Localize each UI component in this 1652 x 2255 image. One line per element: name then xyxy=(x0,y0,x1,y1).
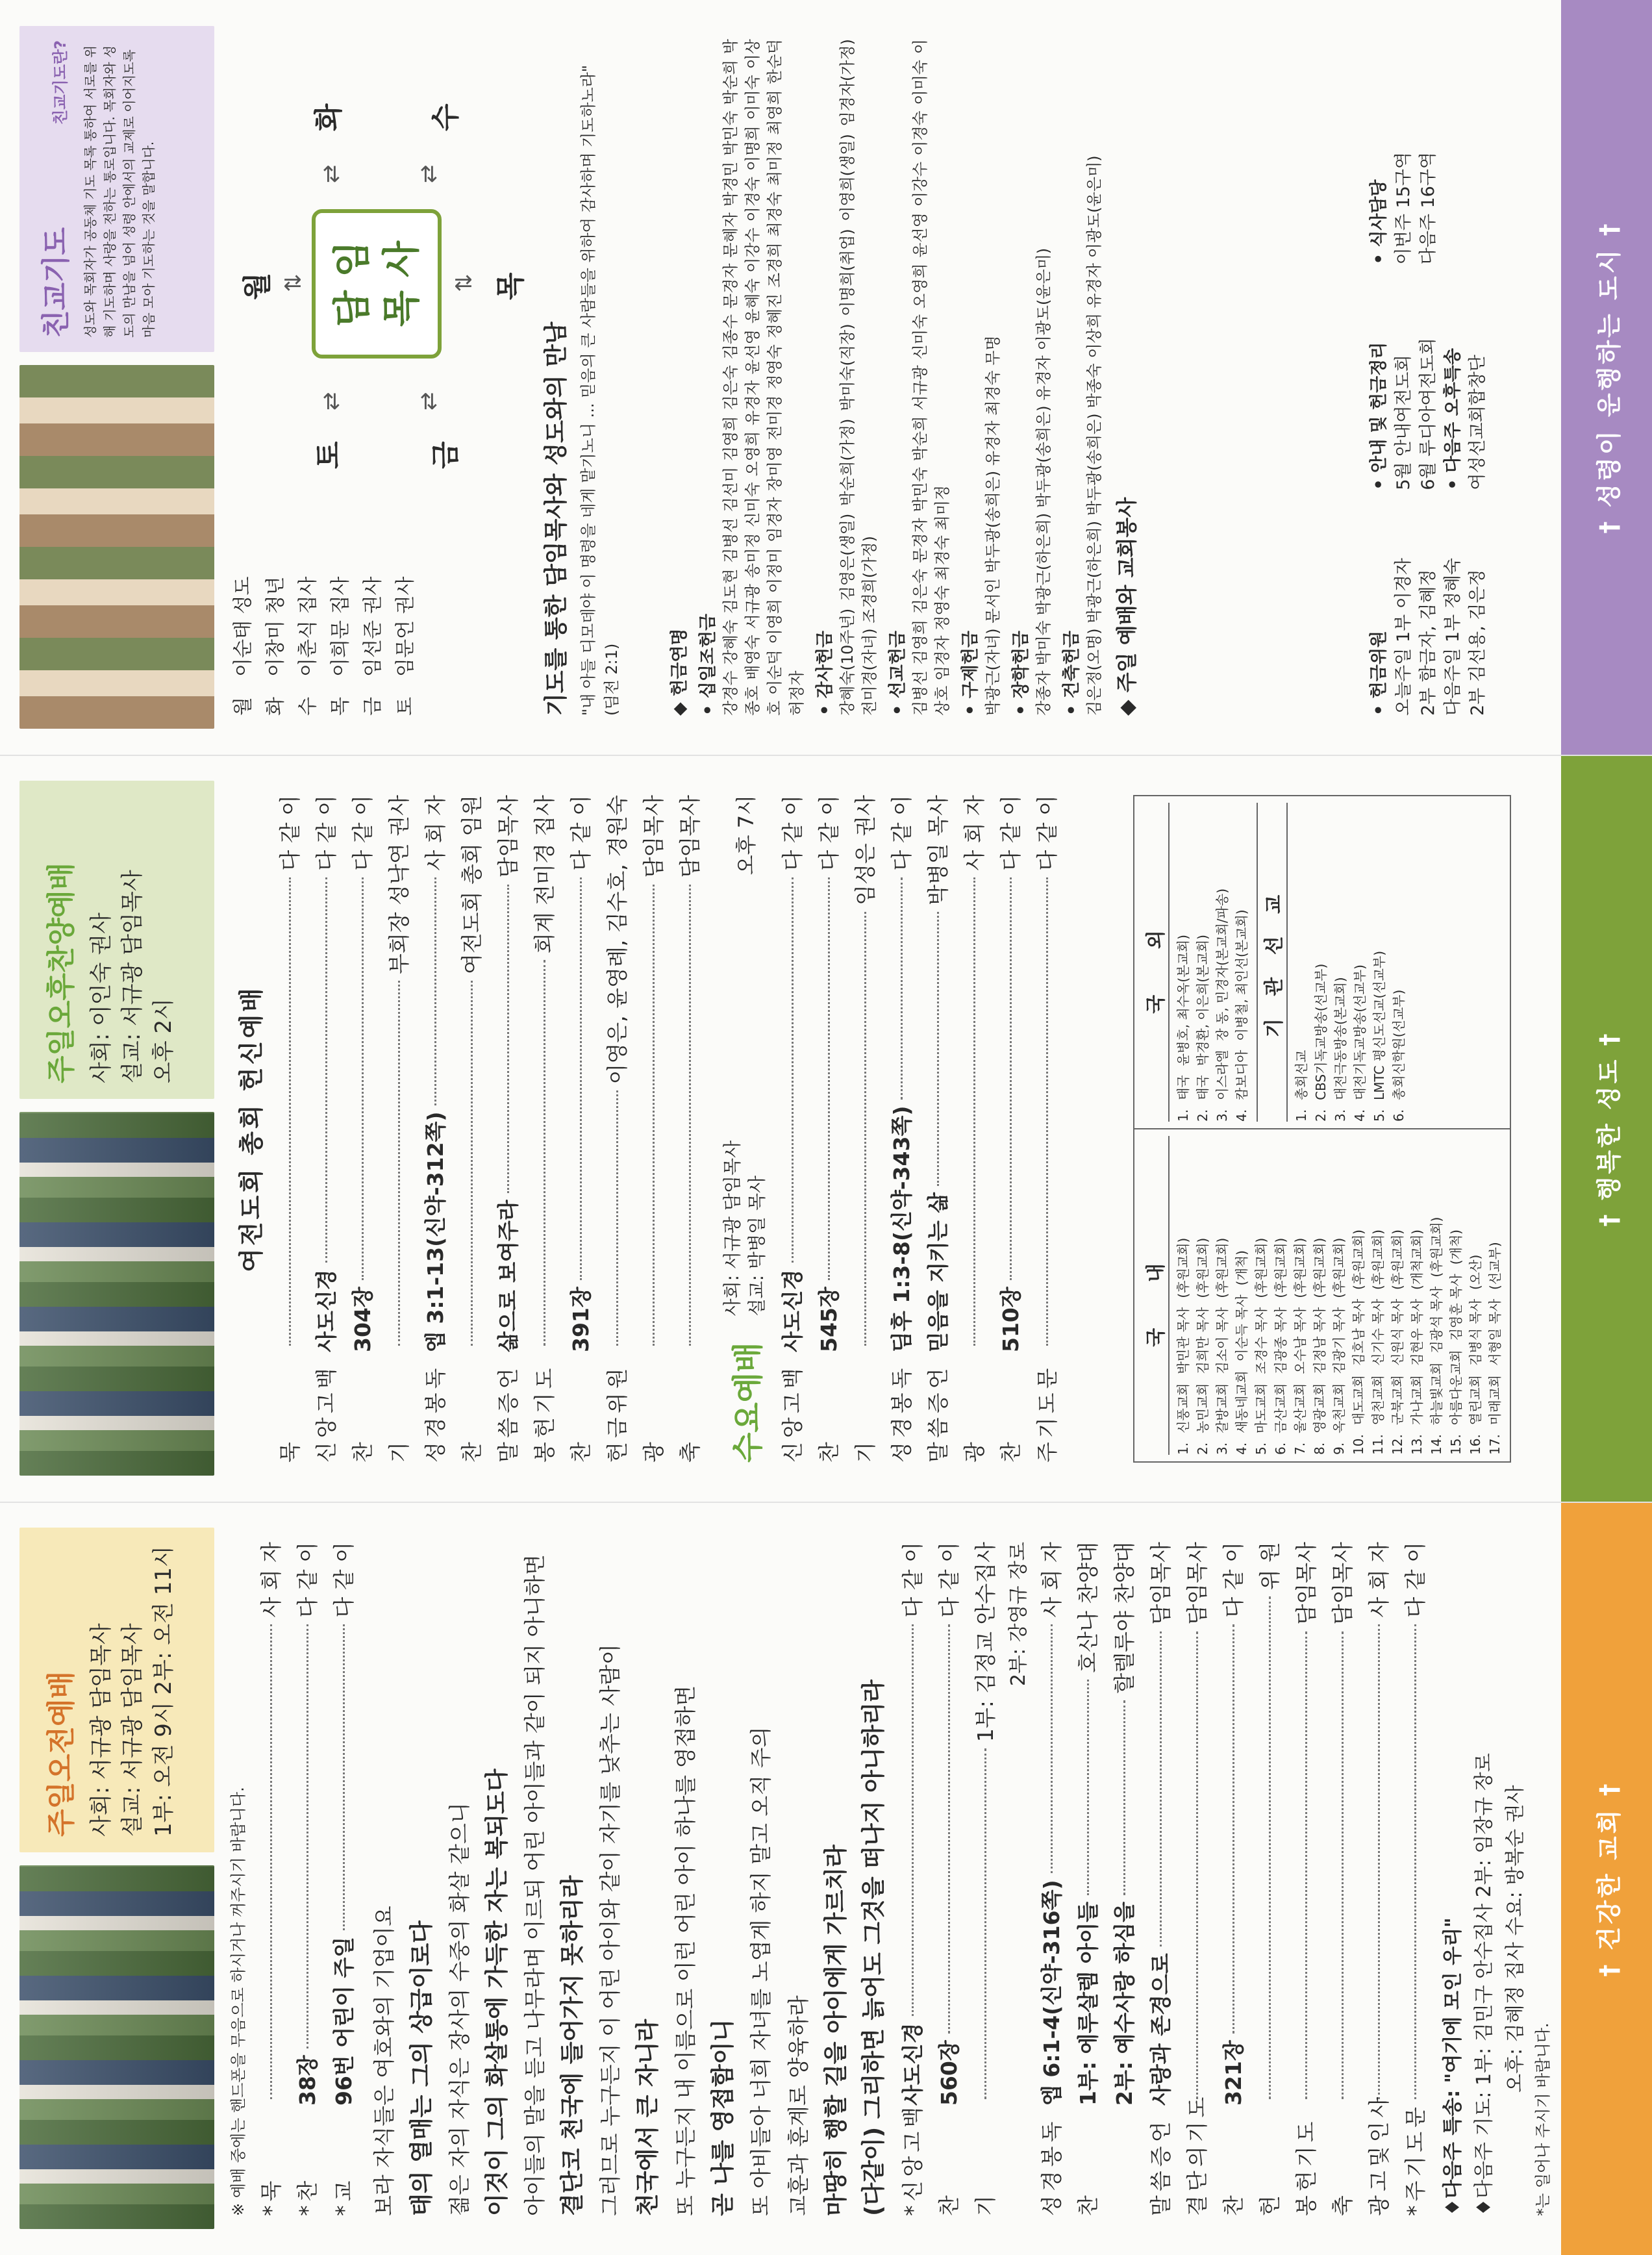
mission-row: 9. 옥천교회 김광기 목사 (후원교회) xyxy=(1331,1237,1347,1455)
double-arrow-icon: ⇄ xyxy=(416,164,442,183)
mission-row: 15. 아름다운교회 김영훈 목사 (개척) xyxy=(1448,1229,1464,1455)
order-row: 찬 545장 다 같 이 xyxy=(816,795,842,1463)
morning-host: 사회: 서규광 담임목사 xyxy=(88,1623,114,1837)
afternoon-order xyxy=(231,795,1066,1463)
fellowship-header xyxy=(19,26,214,352)
mission-row: 6. 금산교회 김광종 목사 (후원교회) xyxy=(1273,1237,1288,1455)
order-row: *신앙고백 사도신경 다 같 이 xyxy=(900,1542,925,2216)
order-row: 광고및인사 사 회 자 xyxy=(1366,1542,1392,2216)
mission-row: 12. 군북교회 신원식 목사 (후원교회) xyxy=(1390,1229,1405,1455)
next-special-song: ♦다음주 특송: "여기에 모인 우리" xyxy=(1442,1917,1464,2216)
special-service-title: 여전도회 총회 헌신예배 xyxy=(237,985,266,1272)
mission-row: 3. 갈방교회 김소이 목사 (후원교회) xyxy=(1214,1237,1230,1455)
order-row: 성경봉독 엡 3:1-13(신약-312쪽) 사 회 자 xyxy=(423,795,448,1463)
congregation-photo xyxy=(19,1112,214,1476)
mission-row: 2. CBS기독교방송(선교부) xyxy=(1313,963,1329,1122)
wednesday-host: 사회: 서규광 담임목사 xyxy=(721,1140,743,1316)
service-duty xyxy=(1367,39,1490,716)
order-row: 찬 560장 다 같 이 xyxy=(936,1542,962,2216)
mission-row: 2. 농민교회 김희만 목사 (후원교회) xyxy=(1195,1237,1210,1455)
order-row: 봉헌기도 담임목사 xyxy=(1294,1542,1319,2216)
next-prayer: ♦다음주 기도: 1부: 김민구 안수집사 2부: 임장규 장로 xyxy=(1473,1753,1496,2216)
order-row: 묵 다 같 이 xyxy=(277,795,303,1463)
prayer-list-item: 금 임선준 권사 xyxy=(362,576,384,716)
order-row: 성경봉독 엡 6:1-4(신약-316쪽) 사 회 자 xyxy=(1039,1542,1064,2216)
prayer-list-item: 수 이춘식 집사 xyxy=(297,576,319,716)
order-row: 축 담임목사 xyxy=(677,795,703,1463)
order-row: 헌금위원 이영은, 윤영례, 김수호, 경원숙 xyxy=(605,795,630,1463)
mission-row: 8. 영광교회 김정남 목사 (후원교회) xyxy=(1312,1237,1327,1455)
mission-row: 1. 태국 윤병호, 최수옥(본교회) xyxy=(1175,935,1191,1122)
mission-row: 11. 영천교회 신기수 목사 (후원교회) xyxy=(1370,1229,1386,1455)
wednesday-preacher: 설교: 박병일 목사 xyxy=(746,1175,768,1316)
phone-notice: ※ 예배 중에는 핸드폰을 무음으로 하시거나 꺼주시기 바랍니다. xyxy=(229,1787,247,2216)
morning-title: 주일오전예배 xyxy=(45,1670,78,1837)
duty-guide: • 안내 및 헌금정리 5월 안내여전도회 6월 루디아여전도회 • 다음주 오후특송 여성선교회합창단 xyxy=(1369,338,1488,490)
double-arrow-icon: ⇄ xyxy=(318,164,344,183)
responsive-reading: 보라 자식들은 여호와의 기업이요 태의 열매는 그의 상급이로다 젊은 자의 자식은 장사의 수중의 화살 같으니 이것이 그의 화살통에 가득한 자는 복되도다 아이들의 말을 듣고 나무라며 이르되 어린 아이들과 같이 되지 아니하면 결단코 천국에 들어가지 못하리라 그러므로 누구든지 이 어린 아이와 같이 자기를 낮추는 사람이 천국에서 큰 자니라 또 누구든지 내 이름으로 이런 어린 아이 하나를 영접하면 곧 나를 영접함이니 또 아비들아 너희 자녀를 노엽게 하지 말고 오직 주의 교훈과 훈계로 양육하라 마땅히 행할 길을 아이에게 가르치라 (다같이) 그리하면 늙어도 그것을 떠나지 아니하리라 xyxy=(371,1554,887,2216)
mission-row: 2. 태국 박경환, 이은희(본교회) xyxy=(1195,935,1210,1122)
mission-row: 17. 미래교회 서형일 목사 (선교부) xyxy=(1487,1242,1503,1455)
stand-note: *는 일어나 주시기 바랍니다. xyxy=(1534,2022,1552,2216)
prayer-list-item: 화 이창미 청년 xyxy=(264,576,287,716)
order-row: 광 담임목사 xyxy=(641,795,666,1463)
order-row: 신앙고백 사도신경 다 같 이 xyxy=(780,795,805,1463)
footer-happy-saints: † 행복한 성도 † xyxy=(1561,756,1652,1502)
order-row: *주기도문 다 같 이 xyxy=(1403,1542,1428,2216)
mission-table xyxy=(1133,795,1511,1463)
order-row: 기 1부: 김정교 안수집사 xyxy=(973,1542,998,2216)
fellowship-title: 친교기도 xyxy=(40,227,73,338)
order-row: 헌 위 원 xyxy=(1257,1542,1283,2216)
double-arrow-icon: ⇄ xyxy=(318,392,344,410)
footer-spirit-city: † 성령이 운행하는 도시 † xyxy=(1561,0,1652,755)
order-row: 주기도문 다 같 이 xyxy=(1034,795,1060,1463)
order-row: *찬 38장 다 같 이 xyxy=(295,1542,320,2216)
mission-domestic: 국 내 1. 신풍교회 박민관 목사 (후원교회) 2. 농민교회 김희만 목사 (후원교회) 3. 갈방교회 김소이 목사 (후원교회) 4. 새동네교회 이순득 목사 (개척) 5. 마도교회 조경수 목사 (후원교회) 6. 금산교회 김광종 목사 (후원교회) 7. 울산교회 오수남 목사 (후원교회) 8. 영광교회 김정남 목사 (후원교회) 9. 옥천교회 김광기 목사 (후원교회) 10. 대도교회 김호남 목사 (후원교회) 11. 영천교회 신기수 목사 (후원교회) 12. 군북교회 신원식 목사 (후원교회) 13. 가나교회 김현우 목사 (개척교회) 14. 하늘빛교회 김광석 목사 (후원교회) 15. 아름다운교회 김영훈 목사 (개척) 16. 열린교회 김병식 목사 (오산) 17. 미래교회 서형일 목사 (선교부) xyxy=(1134,1129,1510,1461)
mission-row: 5. LMTC 평신도선교(선교부) xyxy=(1371,950,1387,1122)
mission-row: 13. 가나교회 김현우 목사 (개척교회) xyxy=(1409,1229,1425,1455)
order-row: 성경봉독 딤후 1:3-8(신약-343쪽) 다 같 이 xyxy=(889,795,914,1463)
duty-meal: • 식사담당 이번주 15구역 다음주 16구역 xyxy=(1369,151,1438,265)
mission-row: 3. 대전극동방송(본교회) xyxy=(1333,977,1348,1122)
prayer-quote: "내 아들 디모데야 이 명령을 네게 맡기노니 ... 믿음의 큰 사람들을 위하여 감사하며 기도하노라" (딤전 2:1) xyxy=(579,65,621,716)
order-row: 축 담임목사 xyxy=(1330,1542,1355,2216)
morning-time: 1부: 오전 9시 2부: 오전 11시 xyxy=(151,1546,177,1837)
mission-row: 4. 새동네교회 이순득 목사 (개척) xyxy=(1234,1250,1249,1455)
footer-healthy-church: † 건강한 교회 † xyxy=(1561,1503,1652,2255)
order-row: 말씀증언 믿음을 지키는 삶 박병일 목사 xyxy=(925,795,951,1463)
duty-title: ◆ 주일 예배와 교회봉사 xyxy=(1114,497,1139,716)
order-row: 찬 304장 다 같 이 xyxy=(350,795,375,1463)
order-row: 말씀증언 삶으로 보여주라 담임목사 xyxy=(495,795,521,1463)
mission-row: 4. 대전기독교방송(선교부) xyxy=(1352,964,1368,1122)
order-row: 찬 1부: 에루살렘 아이들 호산나 찬양대 xyxy=(1075,1542,1101,2216)
order-row: 기 임성은 권사 xyxy=(853,795,878,1463)
duty-offering: • 헌금위원 오늘주일 1부 이경자 2부 함금자, 김혜정 다음주일 1부 정혜숙 2부 김선용, 김은정 xyxy=(1369,558,1488,716)
wednesday-time: 오후 7시 xyxy=(734,795,758,876)
church-news: ◆ 헌금연명 • 십일조헌금 강경수 강혜숙 김도현 김병선 김선미 김영희 김은숙 김종수 문경자 문혜자 박경민 박민숙 박순희 박종호 배영숙 서규광 송미정 신미숙 오영희 유경자 윤선영 윤혜숙 이강수 이경숙 이명희 이미숙 이상호 이순덕 이영희 이정미 임경자 장미영 전미경 정영숙 정혜진 조경희 최경숙 최미정 최영희 한순덕 허정자 • 감사헌금 강혜숙(10주년) 김영은(생일) 박순희(가정) 박미숙(직장) 이명희(취업) 이영희(생일) 임경자(가정) 전미경(자녀) 조경희(가정) • 선교헌금 김병선 김영희 김은숙 문경자 박민숙 박순희 서규광 신미숙 오영희 윤선영 이강수 이경숙 이미숙 이상호 임경자 정영숙 최경숙 최미정 • 구제헌금 박광근(자녀) 문서인 박두광(송희은) 유경자 최경숙 무명 • 장학헌금 강종자 박미숙 박광근(하은희) 박두광(송희은) 유경자 이광도(윤은미) • 건축헌금 김은정(오명) 박광근(하은희) 박두광(송희은) 박종숙 이상희 유경자 이광도(윤은미) ◆ 주일 예배와 교회봉사 xyxy=(670,39,1139,716)
afternoon-preacher: 설교: 서규광 담임목사 xyxy=(119,870,145,1083)
order-row: 기 부회장 성낙연 권사 xyxy=(386,795,412,1463)
prayer-list-item: 월 이순태 성도 xyxy=(232,576,255,716)
morning-order xyxy=(227,1542,1555,2216)
prayer-diagram: 담 임 목 사 월 화 수 목 금 토 ⇅ ⇄ ⇄ ⇅ ⇄ ⇄ xyxy=(241,103,527,469)
prayer-list-item: 토 임문언 권사 xyxy=(394,576,417,716)
panel-morning-worship xyxy=(0,1502,1652,2255)
order-row: 2부: 강영규 장로 xyxy=(1007,1542,1030,1687)
panel-afternoon-worship xyxy=(0,755,1652,1502)
order-row: 찬 321장 다 같 이 xyxy=(1221,1542,1246,2216)
fellowship-question: 친교기도란? xyxy=(51,40,69,125)
mission-row: 7. 울산교회 오수남 목사 (후원교회) xyxy=(1292,1237,1308,1455)
mission-row: 1. 총회선교 xyxy=(1294,1050,1309,1122)
afternoon-host: 사회: 이인숙 권사 xyxy=(88,913,114,1083)
choir-photo xyxy=(19,1865,214,2229)
prayer-list xyxy=(227,521,532,716)
mission-row: 6. 총회신학원(선교부) xyxy=(1391,989,1407,1122)
mission-row: 4. 캄보디아 이병철, 최인선(본교회) xyxy=(1234,909,1249,1122)
mission-row: 5. 마도교회 조경수 목사 (후원교회) xyxy=(1253,1237,1269,1455)
mission-row: 10. 대도교회 김호남 목사 (후원교회) xyxy=(1351,1229,1366,1455)
order-row: 찬 510장 다 같 이 xyxy=(998,795,1023,1463)
afternoon-header xyxy=(19,781,214,1099)
pastor-box: 담 임 목 사 xyxy=(312,209,442,359)
prayer-list-item: 목 이희문 집사 xyxy=(329,576,352,716)
order-row: 말씀증언 사랑과 존경으로 담임목사 xyxy=(1148,1542,1173,2216)
order-row: 찬 여전도회 총회 임원 xyxy=(459,795,484,1463)
order-row: *교 96번 어린이 주일 다 같 이 xyxy=(331,1542,357,2216)
mission-row: 16. 열린교회 김병식 목사 (오산) xyxy=(1468,1254,1483,1455)
panel-fellowship-prayer xyxy=(0,0,1652,755)
double-arrow-icon: ⇄ xyxy=(416,392,442,410)
order-row: *묵 사 회 자 xyxy=(258,1542,284,2216)
fellowship-desc: 성도와 목회자가 공동체 기도 목록 통하여 서로를 위해 기도하며 사랑을 전하는 통로입니다. 목회자와 성도의 만남을 넘어 성령 안에서의 교제로 이어지도록 마음 모아 기도하는 것을 말합니다. xyxy=(82,45,156,338)
order-row: 광 사 회 자 xyxy=(962,795,987,1463)
order-row: 결단의기도 담임목사 xyxy=(1184,1542,1210,2216)
prayer-section xyxy=(227,40,623,716)
prayer-diagram-area xyxy=(227,40,532,521)
prayer-subtitle: 기도를 통한 담임목사와 성도와의 만남 xyxy=(543,321,569,716)
fellowship-photo xyxy=(19,365,214,729)
double-arrow-icon: ⇅ xyxy=(451,273,477,292)
order-row: 봉헌기도 회계 전미경 집사 xyxy=(532,795,557,1463)
order-row: 신앙고백 사도신경 다 같 이 xyxy=(314,795,339,1463)
double-arrow-icon: ⇅ xyxy=(281,273,307,292)
afternoon-title: 주일오후찬양예배 xyxy=(45,862,78,1083)
morning-preacher: 설교: 서규광 담임목사 xyxy=(119,1623,145,1837)
order-row: 2부: 예수사랑 하심을 할렐루야 찬양대 xyxy=(1112,1542,1137,2106)
next-prayer-2: 오후: 김혜정 집사 수요: 방복순 권사 xyxy=(1504,1785,1527,2093)
morning-header xyxy=(19,1528,214,1852)
wednesday-header xyxy=(720,795,770,1463)
mission-row: 14. 하늘빛교회 김광석 목사 (후원교회) xyxy=(1429,1216,1444,1455)
mission-row: 3. 이스라엘 장 동, 민경자(본교회/파송) xyxy=(1214,888,1230,1122)
mission-row: 1. 신풍교회 박민관 목사 (후원교회) xyxy=(1175,1237,1191,1455)
wednesday-title: 수요예배 xyxy=(729,1342,766,1463)
order-row: 찬 391장 다 같 이 xyxy=(568,795,594,1463)
afternoon-time: 오후 2시 xyxy=(151,998,177,1083)
mission-foreign: 국 외 1. 태국 윤병호, 최수옥(본교회) 2. 태국 박경환, 이은희(본교회) 3. 이스라엘 장 동, 민경자(본교회/파송) 4. 캄보디아 이병철, 최인선(본교회) 기 관 선 교 1. 총회선교 2. CBS기독교방송(선교부) 3. 대전극동방송(본교회) 4. 대전기독교방송(선교부) 5. LMTC 평신도선교(선교부) 6. 총회신학원(선교부) xyxy=(1134,796,1510,1129)
